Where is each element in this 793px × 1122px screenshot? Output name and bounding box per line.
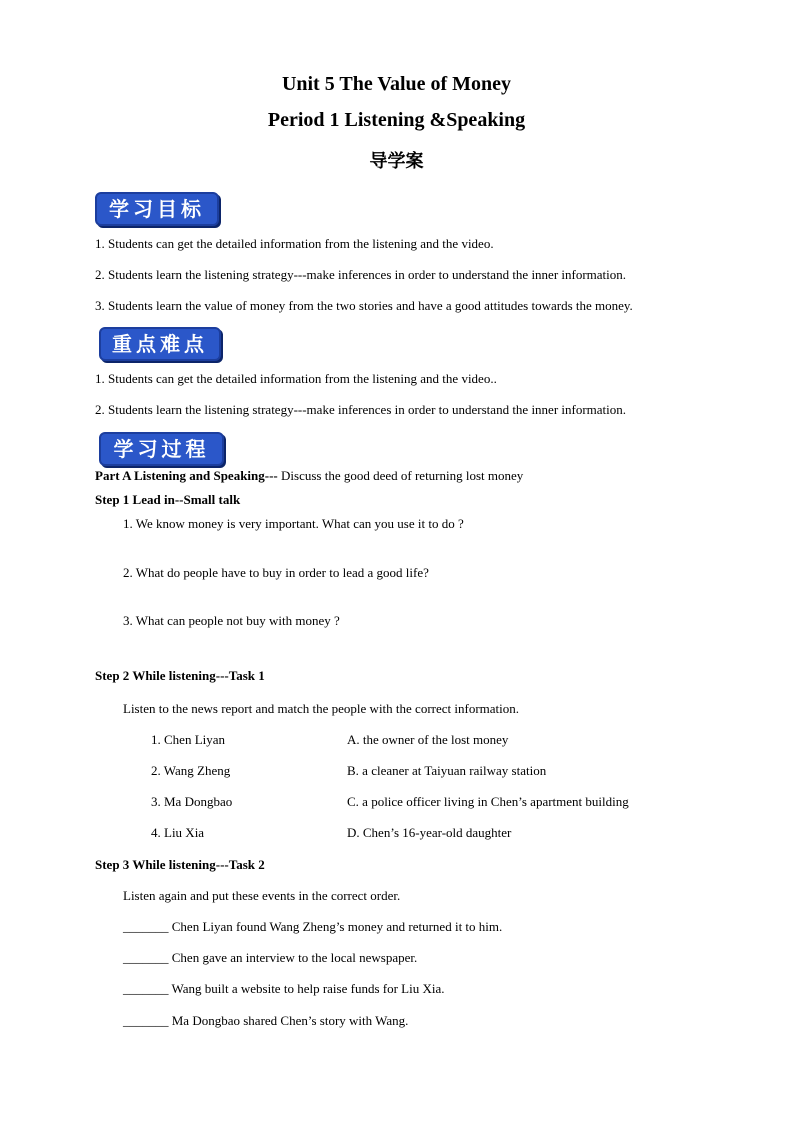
objective-item: 3. Students learn the value of money from the two stories and have a good attitudes towards the money.: [95, 298, 633, 313]
objective-item: 1. Students can get the detailed information from the listening and the video.: [95, 236, 494, 251]
part-a-heading: [95, 468, 523, 484]
objective-item: 2. Students learn the listening strategy---make inferences in order to understand the inner information.: [95, 267, 627, 282]
document-subtitle: Period 1 Listening &Speaking: [267, 109, 526, 131]
part-a-text: Discuss the good deed of returning lost money: [277, 468, 524, 483]
step2-title: Step 2 While listening---Task 1: [95, 668, 265, 683]
match-info: D. Chen’s 16-year-old daughter: [347, 825, 512, 840]
match-info: A. the owner of the lost money: [347, 732, 509, 747]
part-a-label: Part A Listening and Speaking---: [95, 468, 278, 483]
match-person: 1. Chen Liyan: [151, 732, 226, 747]
step3-title: Step 3 While listening---Task 2: [95, 857, 265, 872]
step2-instruction: Listen to the news report and match the people with the correct information.: [123, 701, 520, 716]
step1-question: 1. We know money is very important. What can you use it to do ?: [123, 516, 464, 531]
step1-question: 2. What do people have to buy in order to lead a good life?: [123, 565, 429, 580]
keypoint-item: 1. Students can get the detailed information from the listening and the video..: [95, 371, 497, 386]
keypoints-badge: 重点难点: [99, 327, 221, 361]
step1-question: 3. What can people not buy with money ?: [123, 613, 340, 628]
match-person: 3. Ma Dongbao: [151, 794, 233, 809]
document-title: Unit 5 The Value of Money: [281, 73, 512, 95]
match-info: B. a cleaner at Taiyuan railway station: [347, 763, 547, 778]
step3-instruction: Listen again and put these events in the correct order.: [123, 888, 401, 903]
keypoint-item: 2. Students learn the listening strategy---make inferences in order to understand the inner information.: [95, 402, 627, 417]
order-event: _______ Chen Liyan found Wang Zheng’s money and returned it to him.: [123, 919, 503, 934]
step1-title: Step 1 Lead in--Small talk: [95, 492, 241, 507]
match-person: 2. Wang Zheng: [151, 763, 231, 778]
order-event: _______ Wang built a website to help raise funds for Liu Xia.: [123, 981, 445, 996]
match-info: C. a police officer living in Chen’s apartment building: [347, 794, 629, 809]
order-event: _______ Chen gave an interview to the local newspaper.: [123, 950, 418, 965]
order-event: _______ Ma Dongbao shared Chen’s story with Wang.: [123, 1013, 409, 1028]
objectives-badge: 学习目标: [95, 192, 219, 226]
process-badge: 学习过程: [99, 432, 224, 466]
match-person: 4. Liu Xia: [151, 825, 205, 840]
document-cn-title: 导学案: [369, 151, 424, 172]
